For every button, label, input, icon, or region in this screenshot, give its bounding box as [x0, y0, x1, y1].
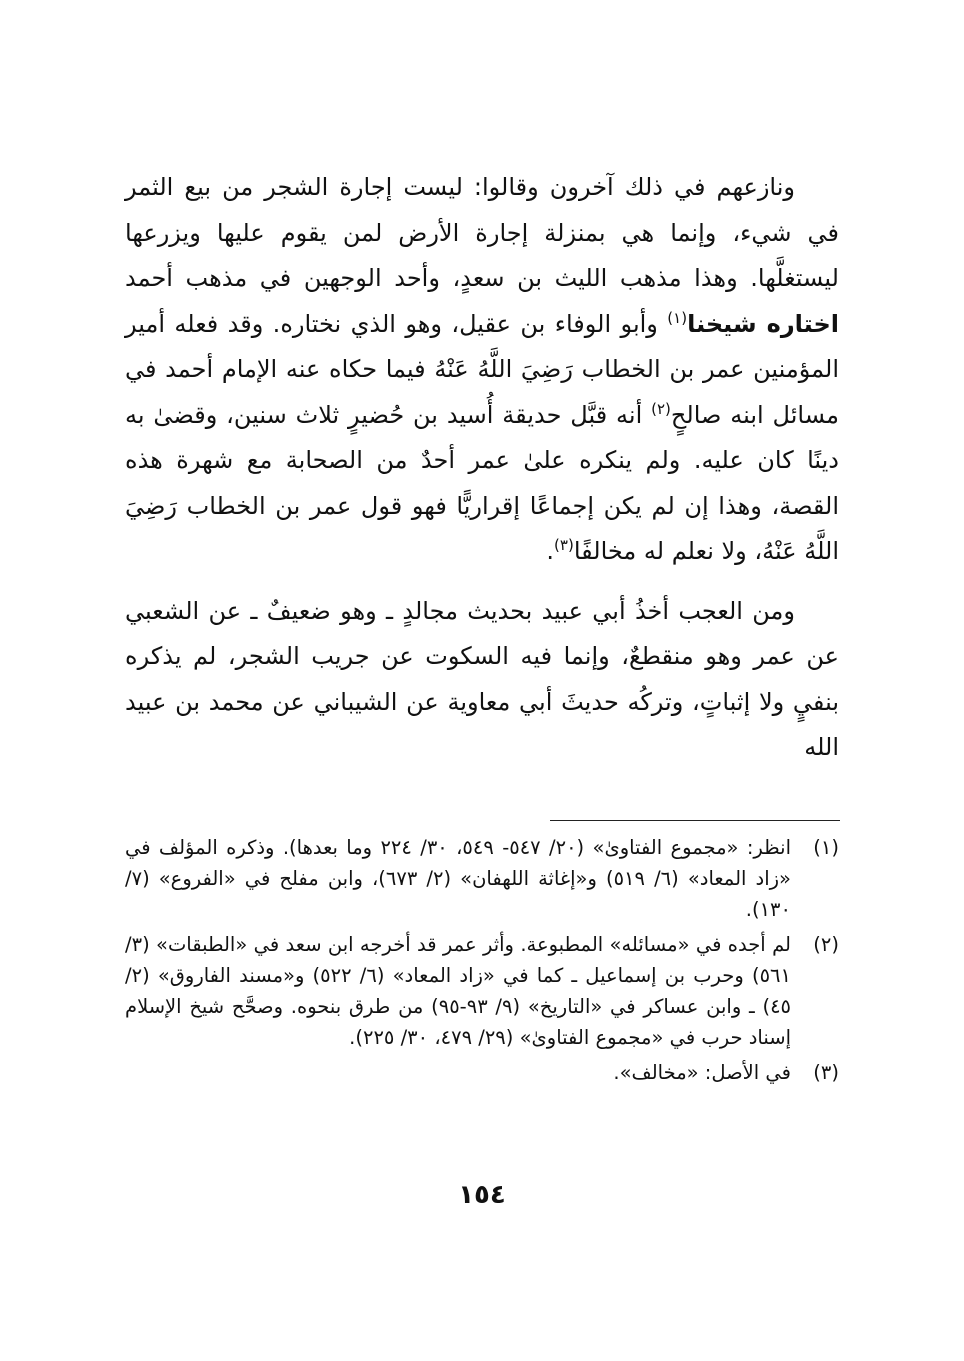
paragraph-1-segment-3: أنه قبَّل حديقة أُسيد بن حُضيرٍ ثلاث سنين، وقضىٰ به دينًا كان عليه. ولم ينكره علىٰ عمر أحدٌ من الصحابة مع شهرة هذه القصة، وهذا إن لم يكن إجماعًا إقراريًّا فهو قول عمر بن الخطاب رَضِيَ اللَّهُ عَنْهُ، ولا نعلم له مخالفًا	[125, 400, 839, 565]
main-text	[125, 165, 839, 771]
paragraph-2: ومن العجب أخذُ أبي عبيد بحديث مجالدٍ ـ وهو ضعيفٌ ـ عن الشعبي عن عمر وهو منقطعٌ، وإنما فيه السكوت عن جريب الشجر، لم يذكره بنفيٍ ولا إثباتٍ، وتركُه حديثَ أبي معاوية عن الشيباني عن محمد بن عبيد الله	[125, 596, 839, 761]
paragraph-1-segment-1: ونازعهم في ذلك آخرون وقالوا: ليست إجارة الشجر من بيع الثمر في شيء، وإنما هي بمنزلة إجارة الأرض لمن يقوم عليها ويزرعها ليستغلَّها. وهذا مذهب الليث بن سعدٍ، وأحد الوجهين في مذهب أحمد	[125, 173, 839, 292]
footnote-text: في الأصل: «مخالف».	[613, 1061, 791, 1084]
footnote-number: (٢)	[813, 933, 839, 956]
footnote-divider	[550, 820, 840, 821]
footnote-text: لم أجده في «مسائله» المطبوعة. وأثر عمر قد أخرجه ابن سعد في «الطبقات» (٣/ ٥٦١) وحرب بن إسماعيل ـ كما في «زاد المعاد» (٦/ ٥٢٢) و«مسند الفاروق» (٢/ ٤٥) ـ وابن عساكر في «التاريخ» (٩/ ٩٣-٩٥) من طرق بنحوه. وصحَّح شيخ الإسلام إسناد حرب في «مجموع الفتاوىٰ» (٢٩/ ٤٧٩، ٣٠/ ٢٢٥).	[125, 933, 792, 1049]
footnote-ref-3: (٣)	[554, 536, 574, 554]
paragraph-1-segment-2: وأبو الوفاء بن عقيل، وهو الذي نختاره. وقد فعله أمير المؤمنين عمر بن الخطاب رَضِيَ اللَّهُ عَنْهُ فيما حكاه عنه الإمام أحمد في مسائل ابنه صالحٍ	[125, 309, 839, 429]
paragraph-1	[125, 165, 839, 575]
bold-phrase: اختاره شيخنا	[687, 309, 839, 338]
paragraph-1-end: .	[546, 537, 555, 565]
footnotes	[125, 832, 839, 1092]
footnote-text: انظر: «مجموع الفتاوىٰ» (٢٠/ ٥٤٧- ٥٤٩، ٣٠/ ٢٢٤ وما بعدها). وذكره المؤلف في «زاد المعاد» (٦/ ٥١٩) و«إغاثة اللهفان» (٢/ ٦٧٣)، وابن مفلح في «الفروع» (٧/ ١٣٠).	[125, 836, 791, 921]
footnote-ref-1: (١)	[667, 308, 688, 327]
footnote-number: (٣)	[813, 1061, 839, 1084]
footnote-3	[125, 1057, 839, 1088]
footnote-1	[125, 832, 839, 925]
page-number: ١٥٤	[458, 1180, 506, 1210]
footnote-number: (١)	[813, 836, 839, 859]
footnote-ref-2: (٢)	[651, 399, 671, 418]
footnote-2	[125, 929, 839, 1053]
